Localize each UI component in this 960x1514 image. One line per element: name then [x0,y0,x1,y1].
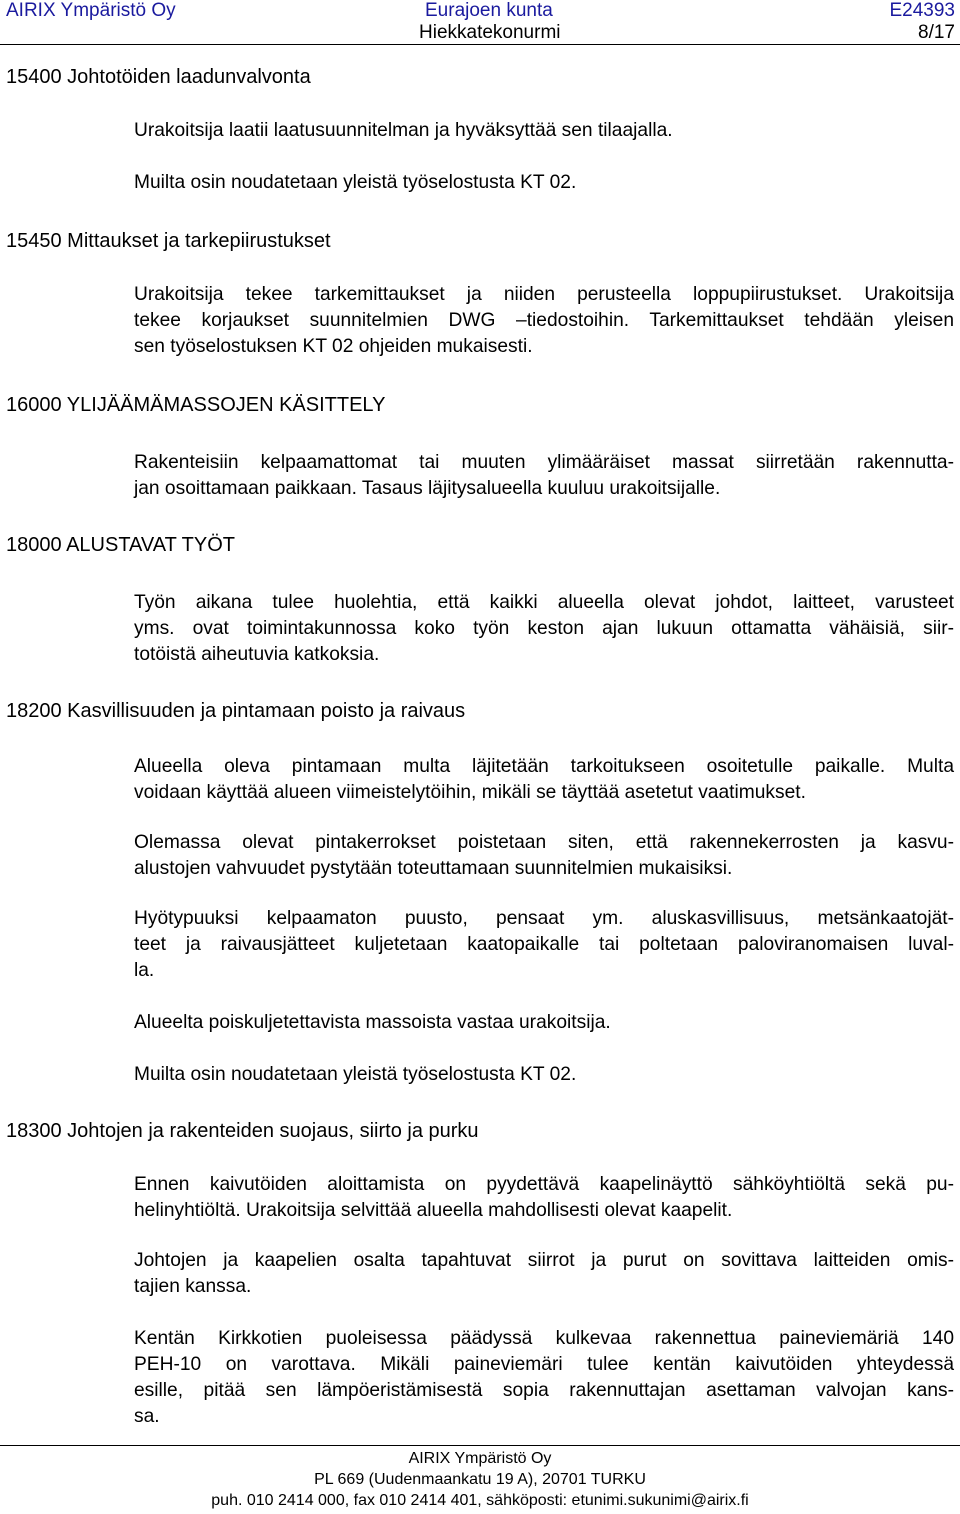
text-line: tekee korjaukset suunnitelmien DWG –tiedostoihin. Tarkemittaukset tehdään yleisen [134,310,954,331]
paragraph [134,754,954,806]
text-line: jan osoittamaan paikkaan. Tasaus läjitysalueella kuuluu urakoitsijalle. [134,478,721,499]
text-line: Ennen kaivutöiden aloittamista on pyydettävä kaapelinäyttö sähköyhtiöltä sekä pu- [134,1174,954,1195]
text-line: sa. [134,1406,160,1427]
text-line: Johtojen ja kaapelien osalta tapahtuvat siirrot ja purut on sovittava laitteiden omis- [134,1250,954,1271]
text-line: Urakoitsija tekee tarkemittaukset ja niiden perusteella loppupiirustukset. Urakoitsija [134,284,954,305]
footer-address: PL 669 (Uudenmaankatu 19 A), 20701 TURKU [314,1471,646,1488]
text-line: alustojen vahvuudet pystytään toteuttamaan suunnitelmien mukaisiksi. [134,858,733,879]
text-line: teet ja raivausjätteet kuljetetaan kaatopaikalle tai poltetaan paloviranomaisen luval- [134,934,954,955]
section-heading-16000: 16000 YLIJÄÄMÄMASSOJEN KÄSITTELY [6,394,386,416]
header-page-number: 8/17 [918,22,955,43]
paragraph [134,282,954,360]
footer-contact: puh. 010 2414 000, fax 010 2414 401, sähköposti: etunimi.sukunimi@airix.fi [211,1492,749,1509]
header-company: AIRIX Ympäristö Oy [6,0,176,21]
paragraph [134,450,954,502]
text-line: Muilta osin noudatetaan yleistä työselostusta KT 02. [134,172,577,193]
text-line: Urakoitsija laatii laatusuunnitelman ja hyväksyttää sen tilaajalla. [134,120,673,141]
footer-company: AIRIX Ympäristö Oy [408,1450,552,1467]
text-line: yms. ovat toimintakunnossa koko työn keston ajan lukuun ottamatta vähäisiä, siir- [134,618,954,639]
text-line: tajien kanssa. [134,1276,252,1297]
paragraph [134,1010,954,1036]
text-line: Alueelta poiskuljetettavista massoista vastaa urakoitsija. [134,1012,611,1033]
text-line: helinyhtiöltä. Urakoitsija selvittää alueella mahdollisesti olevat kaapelit. [134,1200,733,1221]
header-client: Eurajoen kunta [425,0,553,21]
text-line: esille, pitää sen lämpöeristämisestä sopia rakennuttajan asettaman valvojan kans- [134,1380,954,1401]
text-line: Alueella oleva pintamaan multa läjitetään tarkoitukseen osoitetulle paikalle. Multa [134,756,954,777]
text-line: totöistä aiheutuvia katkoksia. [134,644,380,665]
text-line: Hyötypuuksi kelpaamaton puusto, pensaat ym. aluskasvillisuus, metsänkaatojät- [134,908,954,929]
section-heading-15450: 15450 Mittaukset ja tarkepiirustukset [6,230,331,252]
paragraph [134,1172,954,1224]
text-line: voidaan käyttää alueen viimeistelytöihin, mikäli se täyttää asetetut vaatimukset. [134,782,806,803]
paragraph [134,590,954,668]
page-header [0,0,960,46]
text-line: Työn aikana tulee huolehtia, että kaikki alueella olevat johdot, laitteet, varusteet [134,592,954,613]
paragraph [134,1062,954,1088]
section-heading-18200: 18200 Kasvillisuuden ja pintamaan poisto ja raivaus [6,700,466,722]
text-line: Kentän Kirkkotien puoleisessa päädyssä kulkevaa rakennettua paineviemäriä 140 [134,1328,954,1349]
text-line: sen työselostuksen KT 02 ohjeiden mukaisesti. [134,336,533,357]
paragraph [134,1326,954,1430]
header-project: Hiekkatekonurmi [419,22,561,43]
section-heading-15400: 15400 Johtotöiden laadunvalvonta [6,66,311,88]
section-heading-18300: 18300 Johtojen ja rakenteiden suojaus, siirto ja purku [6,1120,479,1142]
page-footer [0,1448,960,1511]
paragraph [134,906,954,984]
footer-divider [0,1445,960,1446]
paragraph [134,170,954,196]
text-line: PEH-10 on varottava. Mikäli paineviemäri tulee kentän kaivutöiden yhteydessä [134,1354,954,1375]
text-line: Rakenteisiin kelpaamattomat tai muuten ylimääräiset massat siirretään rakennutta- [134,452,954,473]
paragraph [134,1248,954,1300]
text-line: Olemassa olevat pintakerrokset poistetaan siten, että rakennekerrosten ja kasvu- [134,832,954,853]
section-heading-18000: 18000 ALUSTAVAT TYÖT [6,534,235,556]
paragraph [134,118,954,144]
paragraph [134,830,954,882]
text-line: Muilta osin noudatetaan yleistä työselostusta KT 02. [134,1064,577,1085]
header-document-id: E24393 [889,0,955,21]
text-line: la. [134,960,155,981]
header-divider [0,44,960,45]
